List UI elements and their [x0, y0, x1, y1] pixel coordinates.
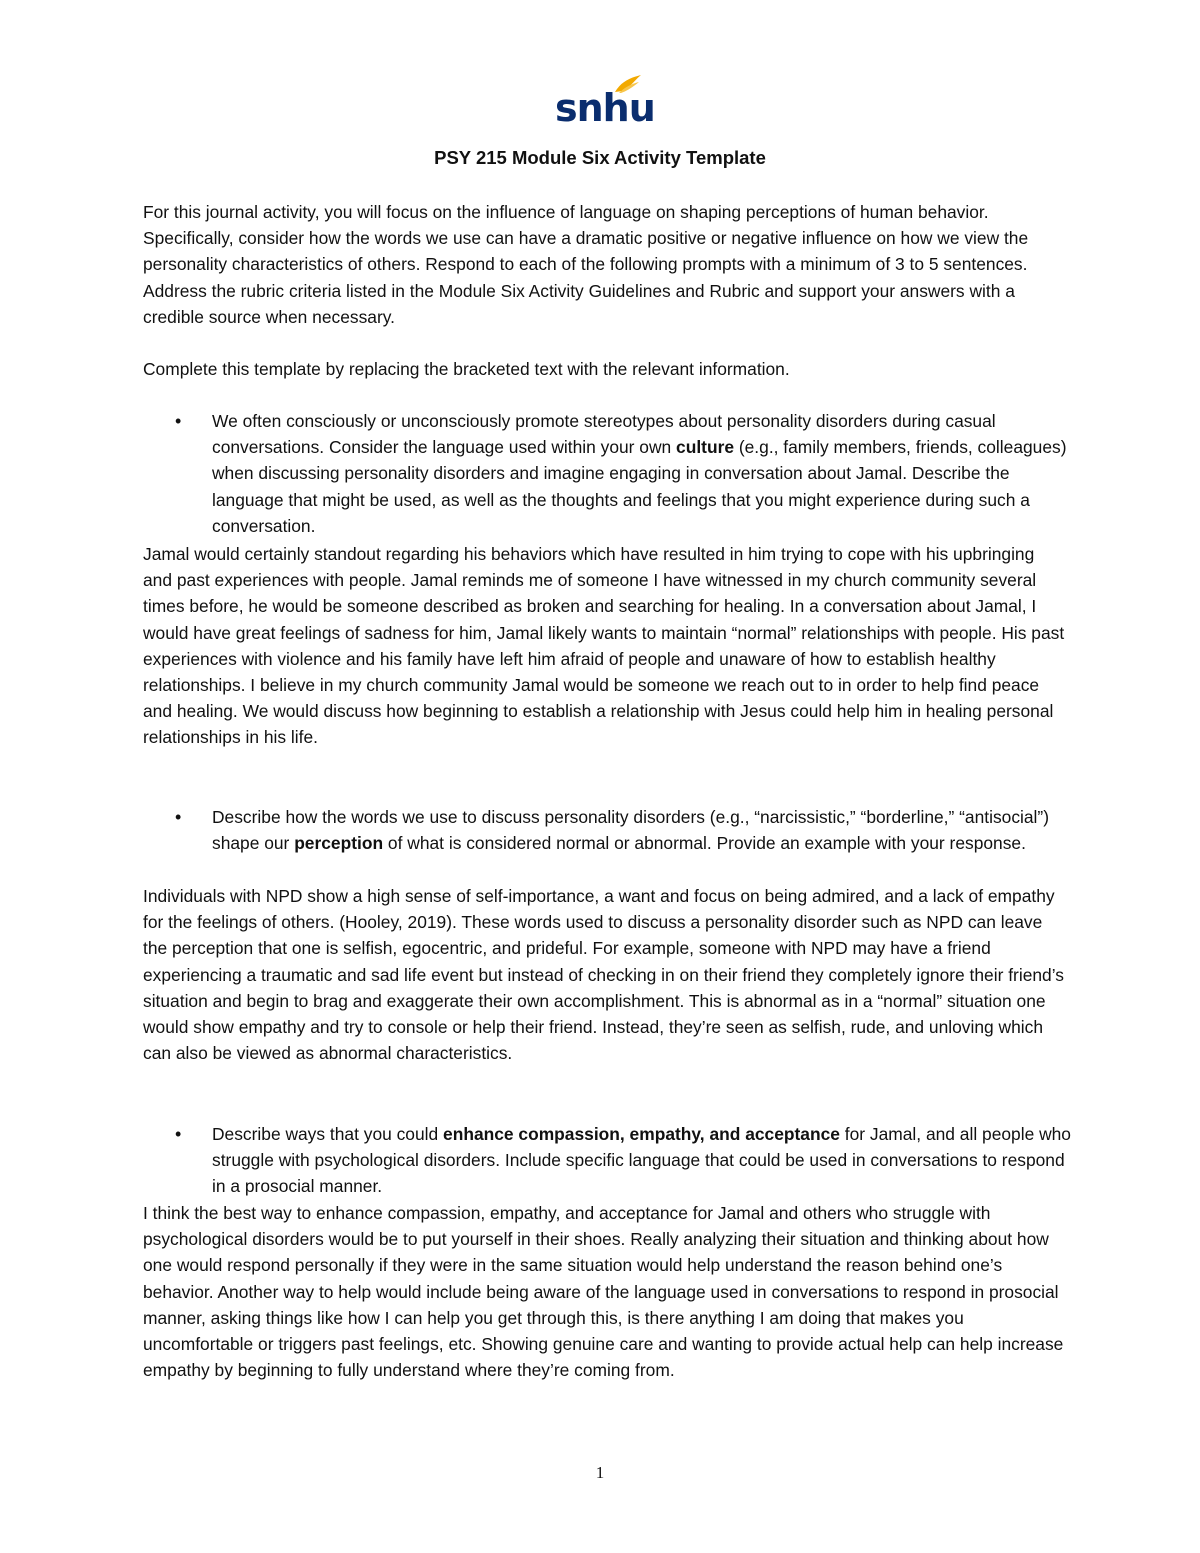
prompt-1 [212, 408, 1072, 539]
prompt-1-bold: culture [676, 437, 735, 458]
prompt-1-text-b: (e.g., family members, friends, colleagues) when discussing personality disorders and imagine engaging in conversation about Jamal. Describe the language that might be used, as well as the thoughts and feelings that you might experience during such a conversation. [212, 437, 1067, 536]
answer-2: Individuals with NPD show a high sense of self-importance, a want and focus on being admired, and a lack of empathy for the feelings of others. (Hooley, 2019). These words used to discuss a personality disorder such as NPD can leave the perception that one is selfish, egocentric, and prideful. For example, someone with NPD may have a friend experiencing a traumatic and sad life event but instead of checking in on their friend they completely ignore their friend’s situation and begin to brag and exaggerate their own accomplishment. This is abnormal as in a “normal” situation one would show empathy and try to console or help their friend. Instead, they’re seen as selfish, rude, and unloving which can also be viewed as abnormal characteristics. [143, 886, 1064, 1064]
instruction-paragraph: Complete this template by replacing the bracketed text with the relevant information. [143, 359, 790, 379]
bullet-marker: • [175, 411, 182, 431]
snhu-logo [555, 74, 655, 132]
intro-paragraph: For this journal activity, you will focus on the influence of language on shaping perceptions of human behavior. Specifically, consider how the words we use can have a dramatic positive or negative influence on how we view the personality characteristics of others. Respond to each of the following prompts with a minimum of 3 to 5 sentences. Address the rubric criteria listed in the Module Six Activity Guidelines and Rubric and support your answers with a credible source when necessary. [143, 202, 1029, 327]
answer-3: I think the best way to enhance compassion, empathy, and acceptance for Jamal and others who struggle with psychological disorders would be to put yourself in their shoes. Really analyzing their situation and thinking about how one would respond personally if they were in the same situation would help understand the reason behind one’s behavior. Another way to help would include being aware of the language used in conversations to respond in prosocial manner, asking things like how I can help you get through this, is there anything I am doing that makes you uncomfortable or triggers past feelings, etc. Showing genuine care and wanting to provide actual help can help increase empathy by beginning to fully understand where they’re coming from. [143, 1203, 1064, 1381]
prompt-2-text-a: Describe how the words we use to discuss personality disorders (e.g., “narcissistic,” “borderline,” “antisocial”) shape our [212, 807, 1049, 854]
prompt-2 [212, 804, 1072, 856]
prompt-3-text-b: for Jamal, and all people who struggle with psychological disorders. Include specific language that could be used in conversations to respond in a prosocial manner. [212, 1124, 1071, 1197]
answer-1: Jamal would certainly standout regarding his behaviors which have resulted in him trying to cope with his upbringing and past experiences with people. Jamal reminds me of someone I have witnessed in my church community several times before, he would be someone described as broken and searching for healing. In a conversation about Jamal, I would have great feelings of sadness for him, Jamal likely wants to maintain “normal” relationships with people. His past experiences with violence and his family have left him afraid of people and unaware of how to establish healthy relationships. I believe in my church community Jamal would be someone we reach out to in order to help find peace and healing. We would discuss how beginning to establish a relationship with Jesus could help him in healing personal relationships in his life. [143, 544, 1065, 748]
prompt-1-text-a: We often consciously or unconsciously promote stereotypes about personality disorders during casual conversations. Consider the language used within your own [212, 411, 996, 458]
page-number: 1 [595, 1463, 605, 1482]
page-title: PSY 215 Module Six Activity Template [434, 147, 766, 168]
bullet-marker: • [175, 1124, 182, 1144]
logo-wordmark: snhu [555, 86, 655, 130]
prompt-3-bold: enhance compassion, empathy, and acceptance [443, 1124, 840, 1144]
prompt-2-text-b: of what is considered normal or abnormal. Provide an example with your response. [383, 833, 1026, 854]
prompt-2-bold: perception [294, 833, 384, 854]
bullet-marker: • [175, 807, 182, 827]
prompt-3-text-a: Describe ways that you could [212, 1124, 444, 1144]
prompt-3 [212, 1121, 1072, 1200]
